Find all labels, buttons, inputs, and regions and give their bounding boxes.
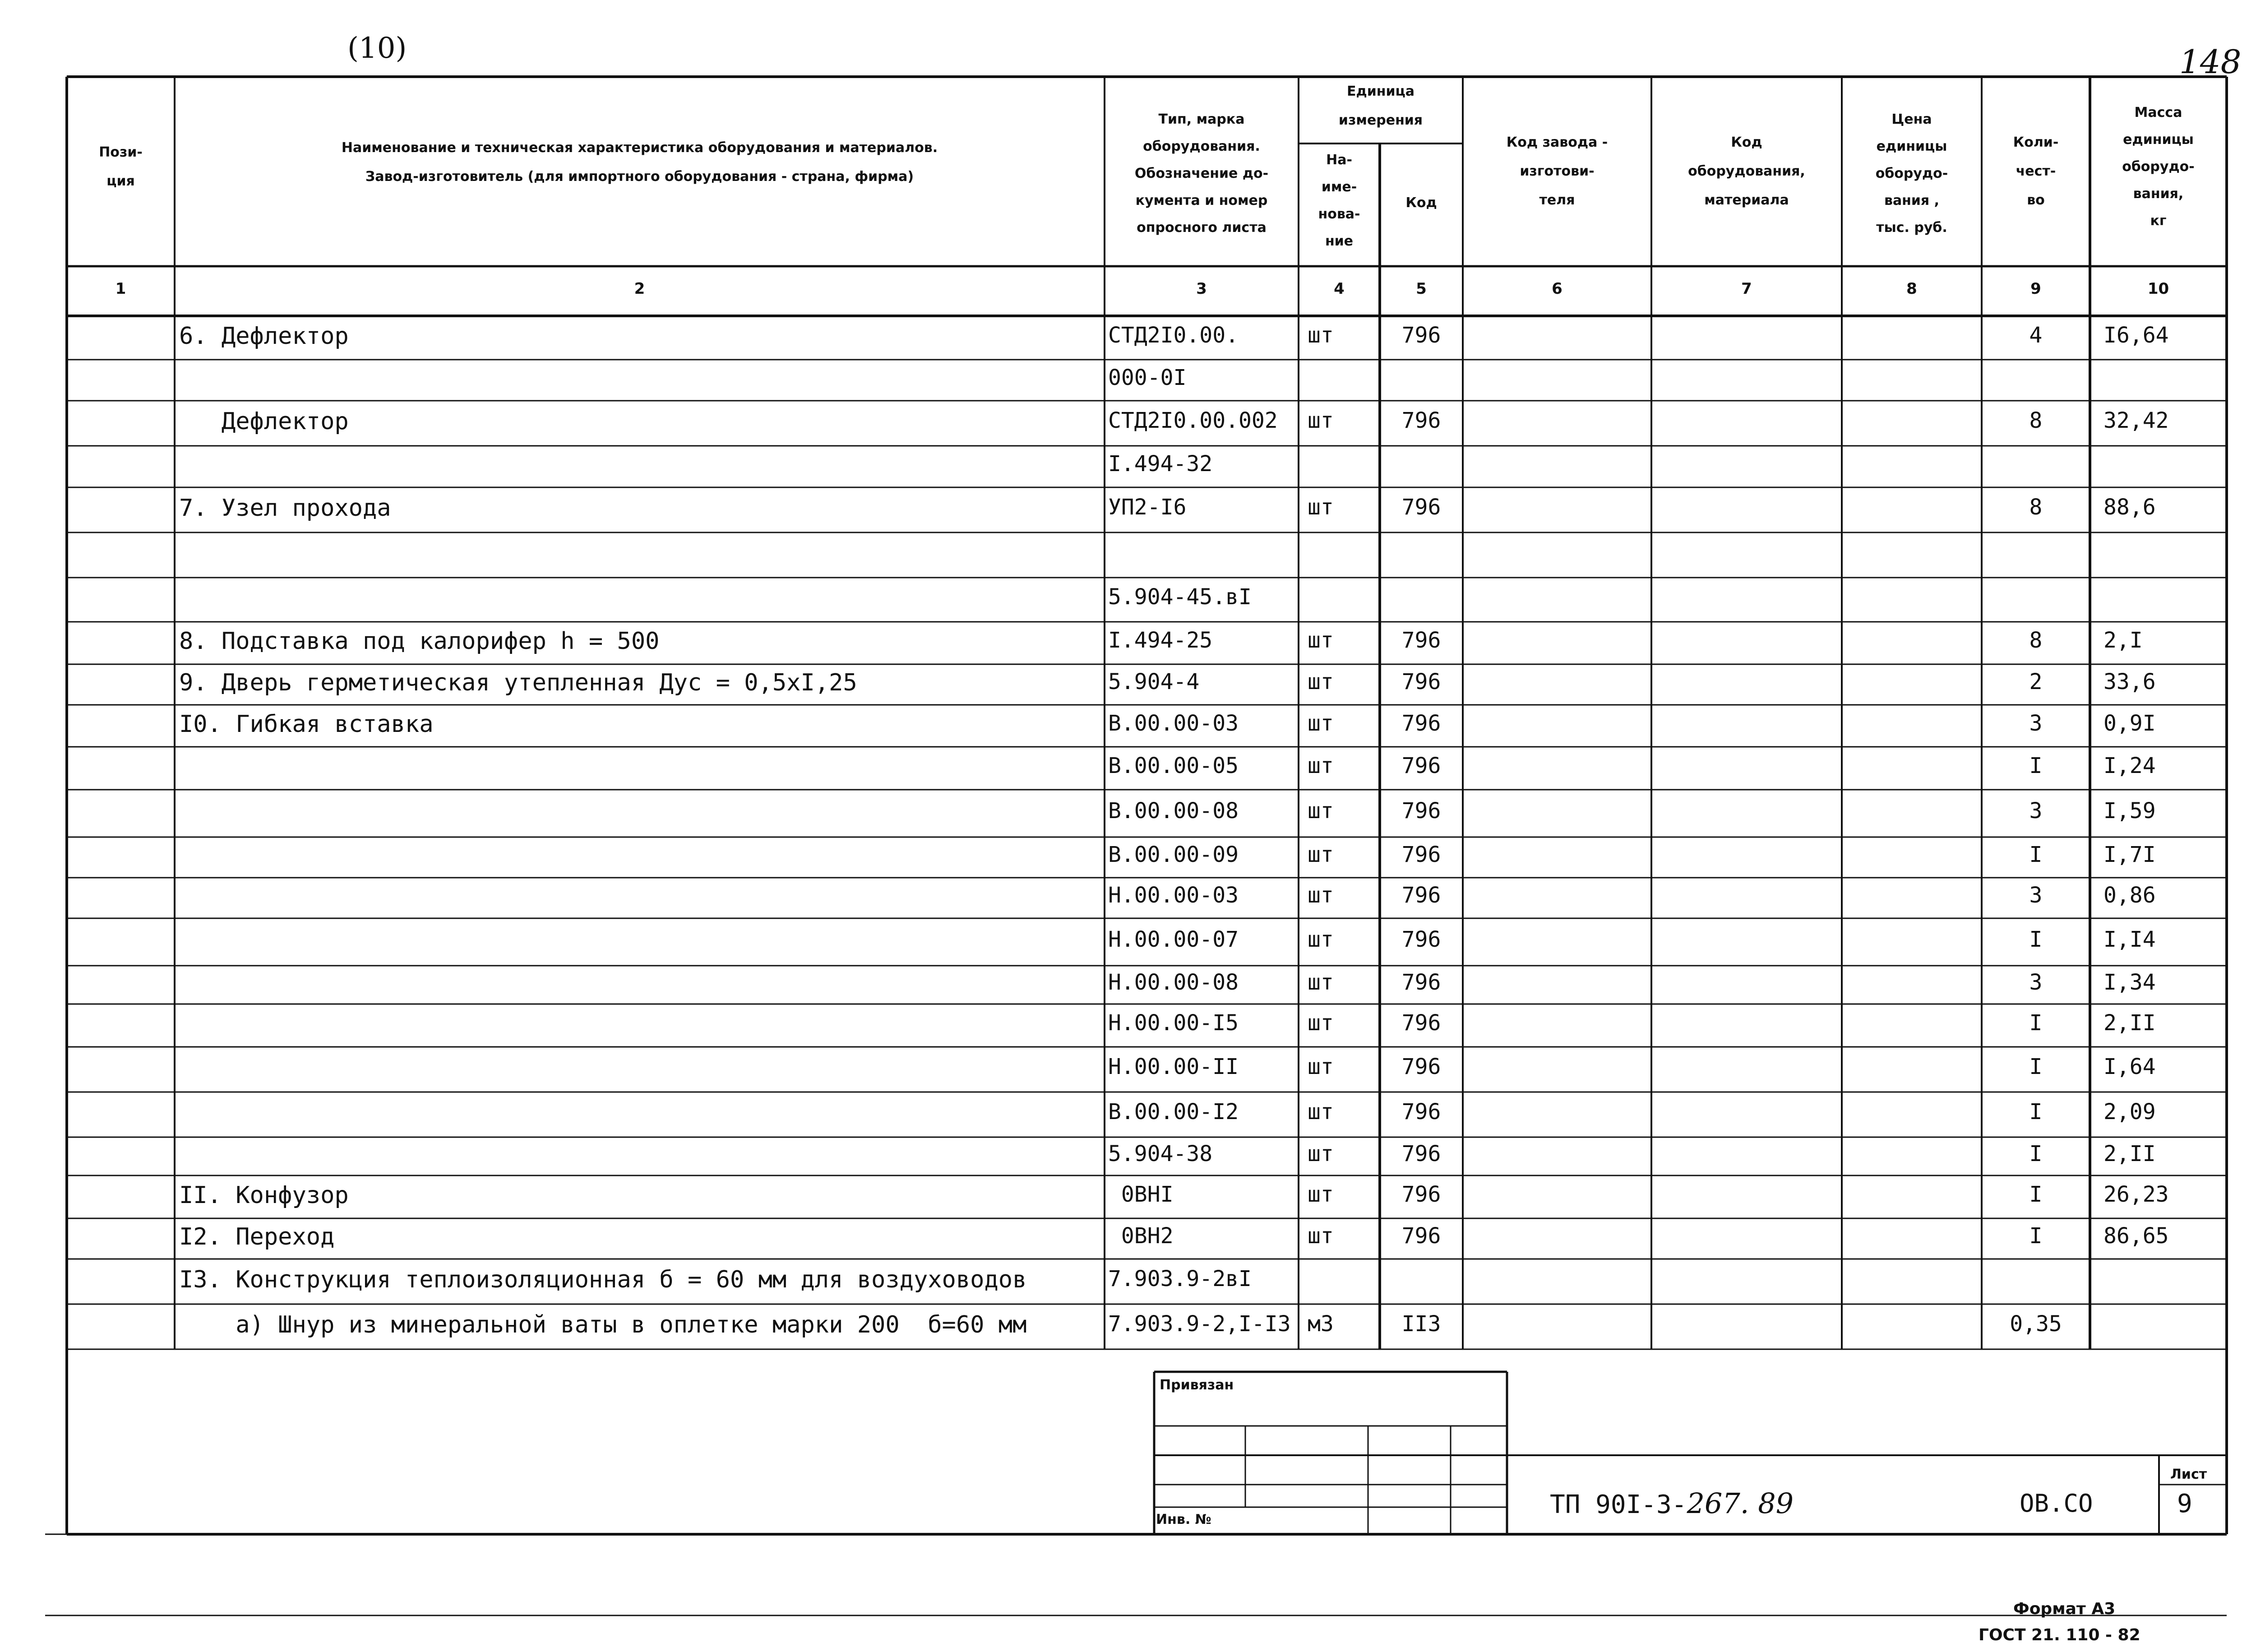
row-code: 796 (1401, 1010, 1441, 1036)
row-mark: УП2-I6 (1108, 495, 1187, 520)
header-unit-code (1381, 189, 1462, 217)
row-mark: Н.00.00-II (1108, 1054, 1239, 1079)
header-position-line: ция (106, 173, 135, 189)
row-unit: шт (1308, 408, 1334, 433)
row-code: 796 (1401, 753, 1441, 778)
inv-number-label: Инв. № (1156, 1512, 1211, 1527)
row-code: 796 (1401, 408, 1441, 433)
row-unit: шт (1308, 1010, 1334, 1036)
row-mark: 0ВН2 (1108, 1223, 1174, 1249)
header-price-line: вания , (1884, 193, 1940, 208)
row-mark: 5.904-38 (1108, 1141, 1213, 1166)
row-mark: СТД2I0.00. (1108, 322, 1239, 348)
row-code: 796 (1401, 495, 1441, 520)
row-mark: 7.903.9-2вI (1108, 1266, 1252, 1291)
row-code: 796 (1401, 798, 1441, 824)
row-quantity: I (2029, 1223, 2043, 1249)
row-mass: I,I4 (2103, 926, 2156, 952)
header-unit-line: измерения (1338, 112, 1423, 128)
header-unit (1299, 77, 1462, 135)
header-factory-code (1467, 128, 1647, 215)
header-unit-name-line: нова- (1318, 206, 1360, 222)
row-mass: I6,64 (2103, 322, 2169, 348)
page-mark: (10) (347, 32, 407, 65)
row-mass: 86,65 (2103, 1223, 2169, 1249)
row-mass: 2,II (2103, 1010, 2156, 1036)
row-code: 796 (1401, 842, 1441, 867)
row-quantity: 3 (2029, 798, 2043, 824)
row-quantity: 8 (2029, 495, 2043, 520)
header-price (1844, 106, 1979, 241)
column-number: 2 (634, 280, 645, 298)
row-code: 796 (1401, 1054, 1441, 1079)
row-name: II. Конфузор (179, 1181, 349, 1209)
row-mass: I,64 (2103, 1054, 2156, 1079)
row-unit: шт (1308, 926, 1334, 952)
row-unit: шт (1308, 628, 1334, 653)
header-name (189, 134, 1091, 191)
row-code: 796 (1401, 322, 1441, 348)
row-code: 796 (1401, 926, 1441, 952)
row-unit: шт (1308, 1181, 1334, 1207)
header-type-mark-line: кумента и номер (1135, 193, 1268, 208)
document-code-prefix: ТП 90I-3- (1550, 1490, 1687, 1519)
row-unit: шт (1308, 710, 1334, 736)
row-mass: I,59 (2103, 798, 2156, 824)
row-mass: 88,6 (2103, 495, 2156, 520)
row-unit: шт (1308, 753, 1334, 778)
header-price-line: единицы (1876, 139, 1947, 154)
row-name: 6. Дефлектор (179, 322, 349, 350)
header-unit-code-line: Код (1405, 195, 1437, 211)
column-number: 7 (1741, 280, 1752, 298)
linked-label: Привязан (1160, 1377, 1234, 1393)
row-name: 7. Узел прохода (179, 495, 391, 522)
row-quantity: 3 (2029, 710, 2043, 736)
row-mark: СТД2I0.00.002 (1108, 408, 1278, 433)
row-quantity: I (2029, 1010, 2043, 1036)
row-mark: Н.00.00-03 (1108, 883, 1239, 908)
header-unit-name-line: ние (1325, 233, 1354, 249)
row-mark: I.494-25 (1108, 628, 1213, 653)
header-equipment-code-line: материала (1704, 192, 1789, 208)
header-factory-code-line: теля (1539, 192, 1575, 208)
header-mass-line: оборудо- (2122, 159, 2195, 175)
header-quantity (1984, 128, 2088, 215)
row-quantity: 0,35 (2010, 1311, 2062, 1337)
row-quantity: I (2029, 1181, 2043, 1207)
column-number: 9 (2030, 280, 2041, 298)
header-position-line: Пози- (99, 144, 143, 160)
column-number: 8 (1906, 280, 1917, 298)
row-mass: 26,23 (2103, 1181, 2169, 1207)
sheet-number: 9 (2177, 1489, 2192, 1518)
row-code: 796 (1401, 1223, 1441, 1249)
column-number: 10 (2147, 280, 2169, 298)
row-unit: шт (1308, 669, 1334, 694)
row-quantity: 4 (2029, 322, 2043, 348)
header-price-line: тыс. руб. (1876, 220, 1947, 236)
row-unit: шт (1308, 842, 1334, 867)
document-mark: ОВ.СО (2020, 1489, 2093, 1518)
row-quantity: I (2029, 926, 2043, 952)
row-unit: шт (1308, 322, 1334, 348)
row-quantity: 8 (2029, 628, 2043, 653)
header-mass-line: единицы (2123, 132, 2194, 148)
row-unit: шт (1308, 1141, 1334, 1166)
row-mark: В.00.00-I2 (1108, 1099, 1239, 1124)
header-quantity-line: Коли- (2013, 134, 2059, 150)
row-mark: В.00.00-03 (1108, 710, 1239, 736)
row-mass: 0,86 (2103, 883, 2156, 908)
row-mark: Н.00.00-07 (1108, 926, 1239, 952)
row-mark: 5.904-45.вI (1108, 584, 1252, 610)
header-type-mark-line: Обозначение до- (1134, 166, 1269, 181)
sheet-label: Лист (2170, 1467, 2207, 1482)
header-mass (2093, 99, 2224, 235)
header-position (71, 138, 171, 196)
row-name: I0. Гибкая вставка (179, 710, 434, 738)
sheet-corner-number: 148 (2179, 43, 2242, 81)
row-quantity: 3 (2029, 883, 2043, 908)
row-code: 796 (1401, 628, 1441, 653)
header-mass-line: кг (2150, 213, 2167, 229)
document-code-handwritten: 267. 89 (1687, 1487, 1794, 1520)
row-name: I2. Переход (179, 1223, 335, 1250)
row-unit: м3 (1308, 1311, 1334, 1337)
row-quantity: 8 (2029, 408, 2043, 433)
header-unit-name-line: име- (1321, 179, 1357, 195)
row-unit: шт (1308, 495, 1334, 520)
header-unit-line: Единица (1347, 83, 1415, 99)
row-mark: В.00.00-08 (1108, 798, 1239, 824)
row-mass: 2,09 (2103, 1099, 2156, 1124)
header-type-mark-line: опросного листа (1137, 220, 1267, 236)
row-mark: 7.903.9-2,I-I3 (1108, 1311, 1291, 1337)
row-mass: 2,II (2103, 1141, 2156, 1166)
row-quantity: I (2029, 1099, 2043, 1124)
header-quantity-line: во (2027, 192, 2045, 208)
row-mass: I,7I (2103, 842, 2156, 867)
format-label: Формат А3 (2013, 1600, 2116, 1618)
standard-label: ГОСТ 21. 110 - 82 (1979, 1626, 2140, 1644)
row-mark: В.00.00-05 (1108, 753, 1239, 778)
row-mark: 0ВНI (1108, 1181, 1174, 1207)
header-type-mark-line: оборудования. (1143, 139, 1260, 154)
row-unit: шт (1308, 1223, 1334, 1249)
row-code: 796 (1401, 969, 1441, 995)
row-code: 796 (1401, 1099, 1441, 1124)
row-name: 9. Дверь герметическая утепленная Дус = 0,5хI,25 (179, 669, 857, 696)
row-name: а) Шнур из минеральной ваты в оплетке марки 200 б=60 мм (179, 1311, 1027, 1338)
row-code: 796 (1401, 1141, 1441, 1166)
header-type-mark (1107, 106, 1296, 241)
row-name: Дефлектор (179, 408, 349, 435)
header-unit-name-line: На- (1326, 152, 1352, 168)
row-quantity: I (2029, 753, 2043, 778)
row-quantity: I (2029, 1141, 2043, 1166)
header-name-line: Наименование и техническая характеристика оборудования и материалов. (341, 140, 938, 156)
header-type-mark-line: Тип, марка (1158, 111, 1245, 127)
row-unit: шт (1308, 969, 1334, 995)
header-name-line: Завод-изготовитель (для импортного оборудования - страна, фирма) (365, 169, 914, 185)
row-code: 796 (1401, 669, 1441, 694)
row-mass: 2,I (2103, 628, 2143, 653)
row-mark: 000-0I (1108, 365, 1187, 390)
header-equipment-code-line: оборудования, (1688, 163, 1805, 179)
column-number: 6 (1552, 280, 1563, 298)
header-factory-code-line: Код завода - (1506, 134, 1608, 150)
header-price-line: оборудо- (1875, 166, 1948, 181)
row-name: I3. Конструкция теплоизоляционная б = 60 мм для воздуховодов (179, 1266, 1027, 1293)
row-mark: Н.00.00-08 (1108, 969, 1239, 995)
row-unit: шт (1308, 1054, 1334, 1079)
column-number: 4 (1334, 280, 1345, 298)
header-equipment-code-line: Код (1731, 134, 1762, 150)
row-mark: В.00.00-09 (1108, 842, 1239, 867)
header-mass-line: вания, (2133, 186, 2184, 202)
header-mass-line: Масса (2134, 105, 2182, 120)
row-mark: Н.00.00-I5 (1108, 1010, 1239, 1036)
header-unit-name (1301, 147, 1378, 255)
row-mass: 0,9I (2103, 710, 2156, 736)
header-quantity-line: чест- (2016, 163, 2056, 179)
row-quantity: 3 (2029, 969, 2043, 995)
row-name: 8. Подставка под калорифер h = 500 (179, 628, 660, 655)
row-mass: I,24 (2103, 753, 2156, 778)
row-quantity: 2 (2029, 669, 2043, 694)
header-factory-code-line: изготови- (1520, 163, 1595, 179)
document-code (1550, 1487, 1794, 1520)
row-unit: шт (1308, 798, 1334, 824)
row-mark: 5.904-4 (1108, 669, 1200, 694)
row-code: 796 (1401, 710, 1441, 736)
column-number: 1 (115, 280, 126, 298)
row-code: 796 (1401, 883, 1441, 908)
row-mass: I,34 (2103, 969, 2156, 995)
column-number: 5 (1416, 280, 1427, 298)
header-equipment-code (1656, 128, 1837, 215)
row-unit: шт (1308, 1099, 1334, 1124)
row-mass: 33,6 (2103, 669, 2156, 694)
row-mass: 32,42 (2103, 408, 2169, 433)
row-unit: шт (1308, 883, 1334, 908)
row-code: II3 (1401, 1311, 1441, 1337)
row-mark: I.494-32 (1108, 451, 1213, 477)
header-price-line: Цена (1891, 111, 1932, 127)
row-quantity: I (2029, 842, 2043, 867)
row-quantity: I (2029, 1054, 2043, 1079)
column-number: 3 (1196, 280, 1207, 298)
row-code: 796 (1401, 1181, 1441, 1207)
